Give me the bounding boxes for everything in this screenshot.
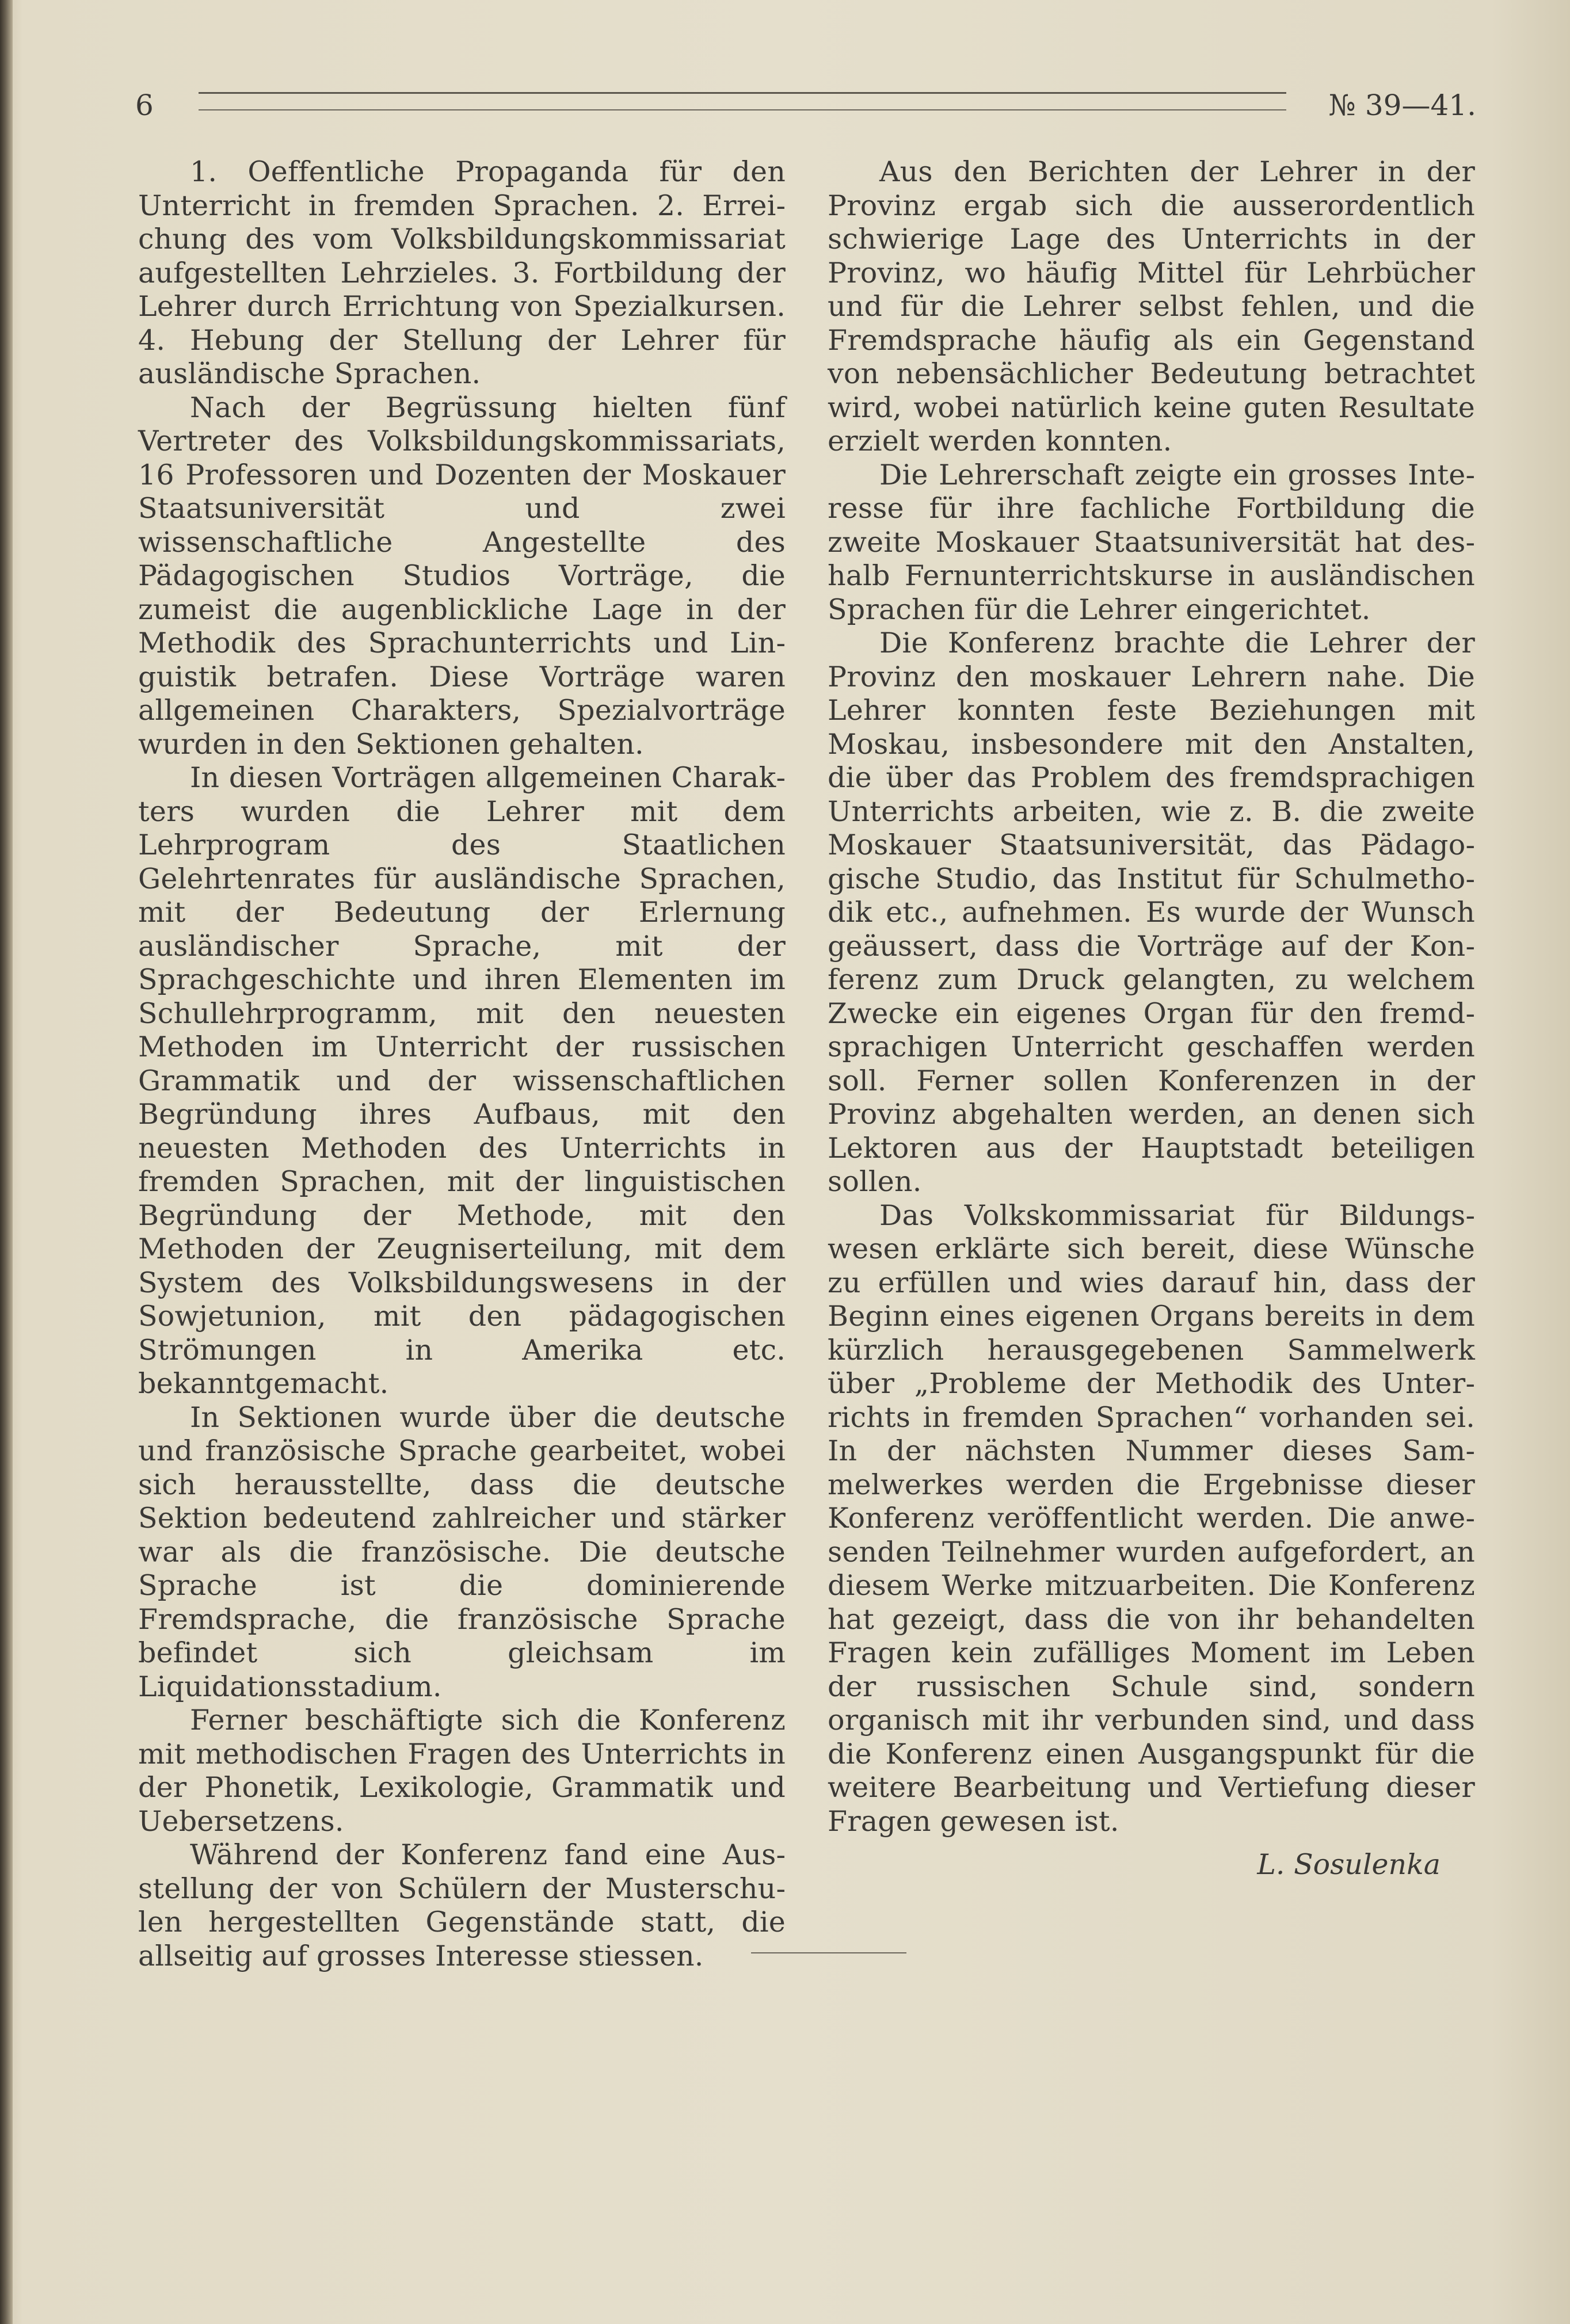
header-rule-bottom xyxy=(199,109,1286,110)
paragraph: In diesen Vorträgen allgemeinen Charakters wurden die Lehrer mit dem Lehrprogram des Staatlichen Gelehrtenrates für ausländische Sprachen, mit der Bedeutung der Erlernung ausländischer Sprache, mit der Sprachgeschichte und ihren Elementen im Schullehrprogramm, mit den neuesten Methoden im Unterricht der russischen Grammatik und der wissenschaftlichen Begründung ihres Aufbaus, mit den neuesten Methoden des Unterrichts in fremden Sprachen, mit der linguistischen Begründung der Methode, mit den Methoden der Zeugniserteilung, mit dem System des Volksbildungswesens in der Sowjetunion, mit den pädagogischen Strömungen in Amerika etc. bekanntgemacht. xyxy=(138,761,786,1400)
paragraph: Die Lehrerschaft zeigte ein grosses Interesse für ihre fachliche Fortbildung die zweite Moskauer Staatsuniversität hat deshalb Fernunterrichtskurse in ausländischen Sprachen für die Lehrer eingerichtet. xyxy=(828,458,1475,626)
paragraph: Ferner beschäftigte sich die Konferenz mit methodischen Fragen des Unterrichts in der Phonetik, Lexikologie, Grammatik und Uebersetzens. xyxy=(138,1704,786,1838)
paragraph: Während der Konferenz fand eine Ausstellung der von Schülern der Musterschulen hergestellten Gegenstände statt, die allseitig auf grosses Interesse stiessen. xyxy=(138,1838,786,1972)
paragraph: 1. Oeffentliche Propaganda für den Unterricht in fremden Sprachen. 2. Erreichung des vom Volksbildungskommissariat aufgestellten Lehrzieles. 3. Fortbildung der Lehrer durch Errichtung von Spezialkursen. 4. Hebung der Stellung der Lehrer für ausländische Sprachen. xyxy=(138,155,786,390)
binding-edge xyxy=(0,0,13,2324)
paragraph: Nach der Begrüssung hielten fünf Vertreter des Volksbildungskommissariats, 16 Professoren und Dozenten der Moskauer Staatsuniversität und zwei wissenschaftliche Angestellte des Pädagogischen Studios Vorträge, die zumeist die augenblickliche Lage in der Methodik des Sprachunterrichts und Linguistik betrafen. Diese Vorträge waren allgemeinen Charakters, Spezialvorträge wurden in den Sektionen gehalten. xyxy=(138,391,786,761)
author-signature: L. Sosulenka xyxy=(1257,1848,1441,1881)
left-column xyxy=(138,155,786,1973)
right-column xyxy=(828,155,1475,1838)
page-header xyxy=(135,79,1476,131)
paragraph: Aus den Berichten der Lehrer in der Provinz ergab sich die ausserordentlich schwierige Lage des Unterrichts in der Provinz, wo häufig Mittel für Lehrbücher und für die Lehrer selbst fehlen, und die Fremdsprache häufig als ein Gegenstand von nebensächlicher Bedeutung betrachtet wird, wobei natürlich keine guten Resultate erzielt werden konnten. xyxy=(828,155,1475,457)
page-number: 6 xyxy=(135,89,154,122)
end-rule xyxy=(751,1952,906,1953)
paragraph: Das Volkskommissariat für Bildungswesen erklärte sich bereit, diese Wünsche zu erfüllen und wies darauf hin, dass der Beginn eines eigenen Organs bereits in dem kürzlich herausgegebenen Sammelwerk über „Probleme der Methodik des Unterrichts in fremden Sprachen“ vorhanden sei. In der nächsten Nummer dieses Sammelwerkes werden die Ergebnisse dieser Konferenz veröffentlicht werden. Die anwesenden Teilnehmer wurden aufgefordert, an diesem Werke mitzuarbeiten. Die Konferenz hat gezeigt, dass die von ihr behandelten Fragen kein zufälliges Moment im Leben der russischen Schule sind, sondern organisch mit ihr verbunden sind, und dass die Konferenz einen Ausgangspunkt für die weitere Bearbeitung und Vertiefung dieser Fragen gewesen ist. xyxy=(828,1199,1475,1838)
header-rule-top xyxy=(199,92,1286,94)
paragraph: Die Konferenz brachte die Lehrer der Provinz den moskauer Lehrern nahe. Die Lehrer konnten feste Beziehungen mit Moskau, insbesondere mit den Anstalten, die über das Problem des fremdsprachigen Unterrichts arbeiten, wie z. B. die zweite Moskauer Staatsuniversität, das Pädagogische Studio, das Institut für Schulmethodik etc., aufnehmen. Es wurde der Wunsch geäussert, dass die Vorträge auf der Konferenz zum Druck gelangten, zu welchem Zwecke ein eigenes Organ für den fremdsprachigen Unterricht geschaffen werden soll. Ferner sollen Konferenzen in der Provinz abgehalten werden, an denen sich Lektoren aus der Hauptstadt beteiligen sollen. xyxy=(828,627,1475,1198)
issue-number: № 39—41. xyxy=(1328,89,1476,122)
paragraph: In Sektionen wurde über die deutsche und französische Sprache gearbeitet, wobei sich herausstellte, dass die deutsche Sektion bedeutend zahlreicher und stärker war als die französische. Die deutsche Sprache ist die dominierende Fremdsprache, die französische Sprache befindet sich gleichsam im Liquidationsstadium. xyxy=(138,1400,786,1703)
